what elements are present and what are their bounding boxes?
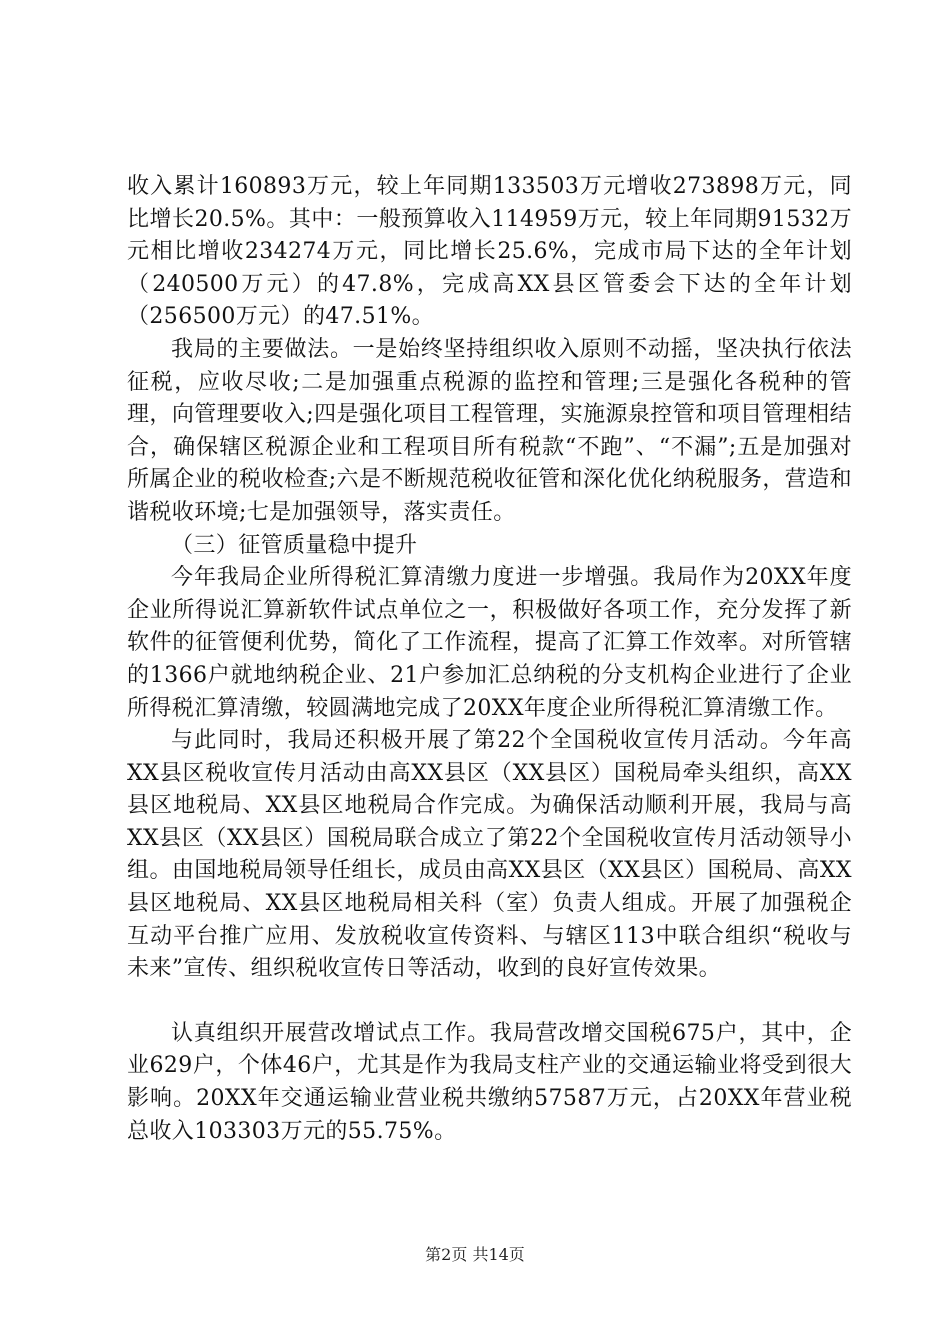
section-heading-quality: （三）征管质量稳中提升	[171, 532, 418, 558]
page-number-footer: 第2页 共14页	[425, 1245, 525, 1264]
paragraph-vat-reform: 认真组织开展营改增试点工作。我局营改增交国税675户，其中，企业629户，个体46户，尤其是作为我局支柱产业的交通运输业将受到很大影响。20XX年交通运输业营业税共缴纳57587万元，占20XX年营业税总收入103303万元的55.75%。	[127, 1020, 852, 1144]
paragraph-main-practices: 我局的主要做法。一是始终坚持组织收入原则不动摇，坚决执行依法征税，应收尽收;二是加强重点税源的监控和管理;三是强化各税种的管理，向管理要收入;四是强化项目工程管理，实施源泉控管和项目管理相结合，确保辖区税源企业和工程项目所有税款“不跑”、“不漏”;五是加强对所属企业的税收检查;六是不断规范税收征管和深化优化纳税服务，营造和谐税收环境;七是加强领导，落实责任。	[127, 336, 852, 525]
document-body	[127, 171, 852, 1148]
paragraph-revenue-summary: 收入累计160893万元，较上年同期133503万元增收273898万元，同比增长20.5%。其中：一般预算收入114959万元，较上年同期91532万元相比增收234274万元，同比增长25.6%，完成市局下达的全年计划（240500万元）的47.8%，完成高XX县区管委会下达的全年计划（256500万元）的47.51%。	[127, 174, 852, 330]
paragraph-tax-publicity: 与此同时，我局还积极开展了第22个全国税收宣传月活动。今年高XX县区税收宣传月活动由高XX县区（XX县区）国税局牵头组织，高XX县区地税局、XX县区地税局合作完成。为确保活动顺利开展，我局与高XX县区（XX县区）国税局联合成立了第22个全国税收宣传月活动领导小组。由国地税局领导任组长，成员由高XX县区（XX县区）国税局、高XX县区地税局、XX县区地税局相关科（室）负责人组成。开展了加强税企互动平台推广应用、发放税收宣传资料、与辖区113中联合组织“税收与未来”宣传、组织税收宣传日等活动，收到的良好宣传效果。	[127, 728, 852, 982]
paragraph-income-tax: 今年我局企业所得税汇算清缴力度进一步增强。我局作为20XX年度企业所得说汇算新软件试点单位之一，积极做好各项工作，充分发挥了新软件的征管便利优势，简化了工作流程，提高了汇算工作效率。对所管辖的1366户就地纳税企业、21户参加汇总纳税的分支机构企业进行了企业所得税汇算清缴，较圆满地完成了20XX年度企业所得税汇算清缴工作。	[127, 565, 852, 721]
